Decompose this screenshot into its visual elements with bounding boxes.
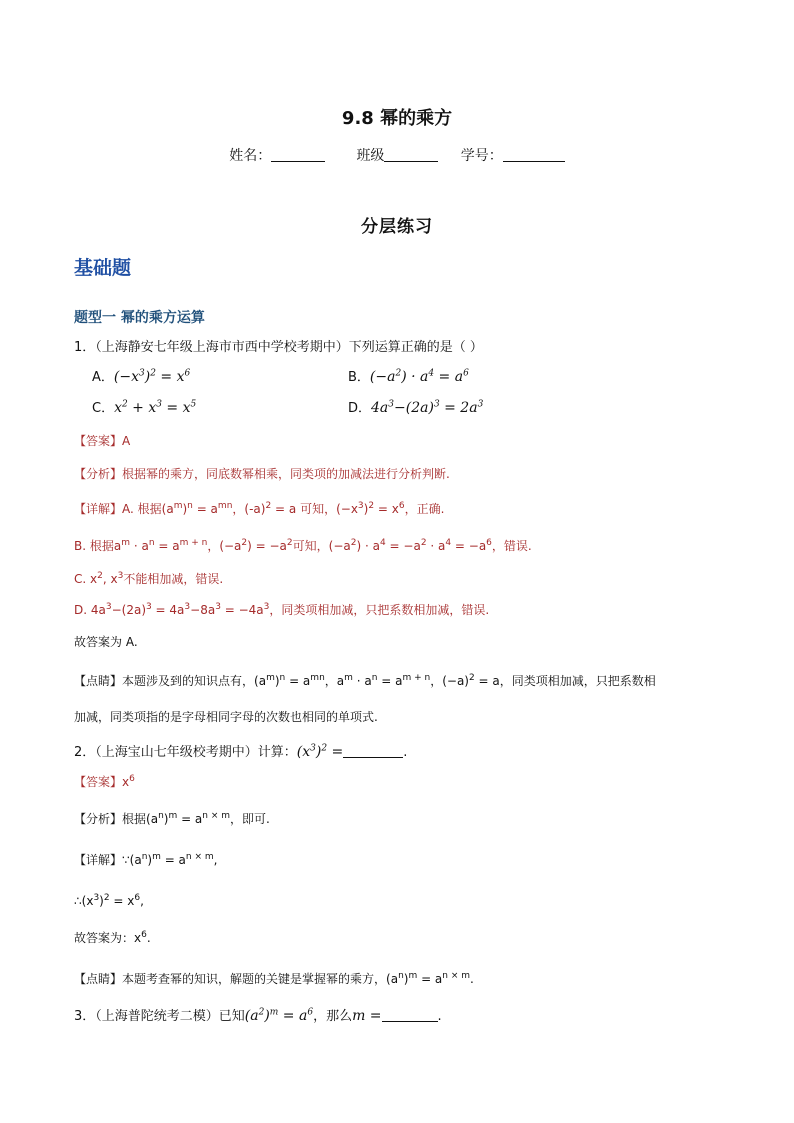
q2-analysis: 【分析】根据$(a^n)^m = a^{n \times m}$，即可. bbox=[74, 811, 270, 826]
q1-option-a: A．$(-x^3)^2 = x^6$ bbox=[92, 368, 191, 385]
option-c-label: C． bbox=[92, 401, 115, 416]
name-label: 姓名： bbox=[229, 148, 272, 164]
id-blank bbox=[503, 147, 565, 162]
topic-heading: 题型一 幂的乘方运算 bbox=[74, 310, 205, 326]
detail-b-label: B. 根据 bbox=[74, 539, 114, 553]
q3-blank bbox=[382, 1007, 438, 1022]
q1-option-b: B．$(-a^2) \cdot a^4 = a^6$ bbox=[348, 368, 469, 385]
analysis-label: 【分析】根据 bbox=[74, 812, 147, 826]
detail-d-end: ，同类项相加减，只把系数相加减，错误. bbox=[269, 603, 490, 617]
q3-mid: ，那么 bbox=[313, 1009, 353, 1024]
analysis-end: ，即可. bbox=[230, 812, 270, 826]
conclusion-label: 故答案为： bbox=[74, 931, 135, 945]
name-blank bbox=[271, 147, 325, 162]
id-label: 学号： bbox=[460, 148, 503, 164]
q2-answer: 【答案】$x^6$ bbox=[74, 774, 135, 789]
q1-detail-c: C. $x^2$, $x^3$不能相加减，错误. bbox=[74, 571, 224, 586]
q2-stem-text: 2．（上海宝山七年级校考期中）计算： bbox=[74, 745, 297, 760]
section-heading: 分层练习 bbox=[361, 217, 433, 237]
q1-answer: 【答案】A bbox=[74, 434, 131, 448]
option-d-label: D． bbox=[348, 401, 372, 416]
student-info-line bbox=[0, 145, 794, 165]
q1-stem: 1．（上海静安七年级上海市市西中学校考期中）下列运算正确的是（ ） bbox=[74, 340, 483, 355]
q1-detail-d: D. $4a^3-(2a)^3 = 4a^3-8a^3 = -4a^3$，同类项相加减，只把系数相加减，错误. bbox=[74, 602, 490, 617]
answer-label: 【答案】 bbox=[74, 775, 123, 789]
q2-blank bbox=[343, 743, 403, 758]
q1-detail-b: B. 根据$a^m \cdot a^n = a^{m + n}$，$(-a^2) = -a^2$可知，$(-a^2) \cdot a^4 = -a^2 \cdot a^4 = -a^6$，错误. bbox=[74, 538, 532, 553]
q1-comment-line2: 加减，同类项指的是字母相同字母的次数也相同的单项式. bbox=[74, 710, 378, 724]
q1-conclusion: 故答案为 A. bbox=[74, 635, 138, 649]
q2-conclusion: 故答案为：$x^6$. bbox=[74, 930, 151, 945]
comment-label: 【点睛】本题涉及到的知识点有， bbox=[74, 674, 255, 688]
q1-detail-a: 【详解】A. 根据$(a^m)^n = a^{mn}$，$(-a)^2 = a$ 可知，$(-x^3)^2 = x^6$，正确. bbox=[74, 501, 445, 516]
q2-therefore: $\therefore(x^3)^2 = x^6$, bbox=[74, 893, 144, 908]
comment-text: 【点睛】本题考查幂的知识，解题的关键是掌握幂的乘方， bbox=[74, 972, 387, 986]
detail-a-mid: 可知， bbox=[300, 502, 337, 516]
detail-c-text: 不能相加减，错误. bbox=[123, 572, 224, 586]
q1-option-d: D．$4a^3-(2a)^3 = 2a^3$ bbox=[348, 399, 484, 416]
detail-b-end: ，错误. bbox=[491, 539, 532, 553]
q3-stem-text: 3．（上海普陀统考二模）已知 bbox=[74, 1009, 245, 1024]
q1-option-c: C．$x^2 + x^3 = x^5$ bbox=[92, 399, 197, 416]
q2-comment: 【点睛】本题考查幂的知识，解题的关键是掌握幂的乘方，$(a^n)^m = a^{n \times m}$. bbox=[74, 971, 474, 986]
detail-a-end: ，正确. bbox=[404, 502, 445, 516]
q2-detail: 【详解】$\because(a^n)^m = a^{n \times m}$, bbox=[74, 852, 218, 867]
option-a-label: A． bbox=[92, 370, 114, 385]
q1-comment: 【点睛】本题涉及到的知识点有，$(a^m)^n = a^{mn}$，$a^m \cdot a^n = a^{m + n}$，$(-a)^2 = a$，同类项相加减，只把系数相 bbox=[74, 673, 656, 688]
q3-stem: 3．（上海普陀统考二模）已知$(a^2)^m = a^6$，那么m = . bbox=[74, 1007, 442, 1024]
q2-stem: 2．（上海宝山七年级校考期中）计算：$(x^3)^2$ = . bbox=[74, 743, 408, 760]
detail-b-mid: 可知， bbox=[292, 539, 329, 553]
detail-label: 【详解】A. 根据 bbox=[74, 502, 162, 516]
class-label: 班级 bbox=[356, 148, 385, 164]
option-b-label: B． bbox=[348, 370, 370, 385]
page-title: 9.8 幂的乘方 bbox=[341, 108, 453, 129]
detail-label: 【详解】∵ bbox=[74, 853, 130, 867]
therefore-symbol: ∴ bbox=[74, 894, 82, 908]
level-heading: 基础题 bbox=[74, 257, 132, 279]
q1-analysis: 【分析】根据幂的乘方，同底数幂相乘，同类项的加减法进行分析判断. bbox=[74, 467, 450, 481]
class-blank bbox=[384, 147, 438, 162]
comment-mid: ，同类项相加减，只把系数相 bbox=[499, 674, 656, 688]
